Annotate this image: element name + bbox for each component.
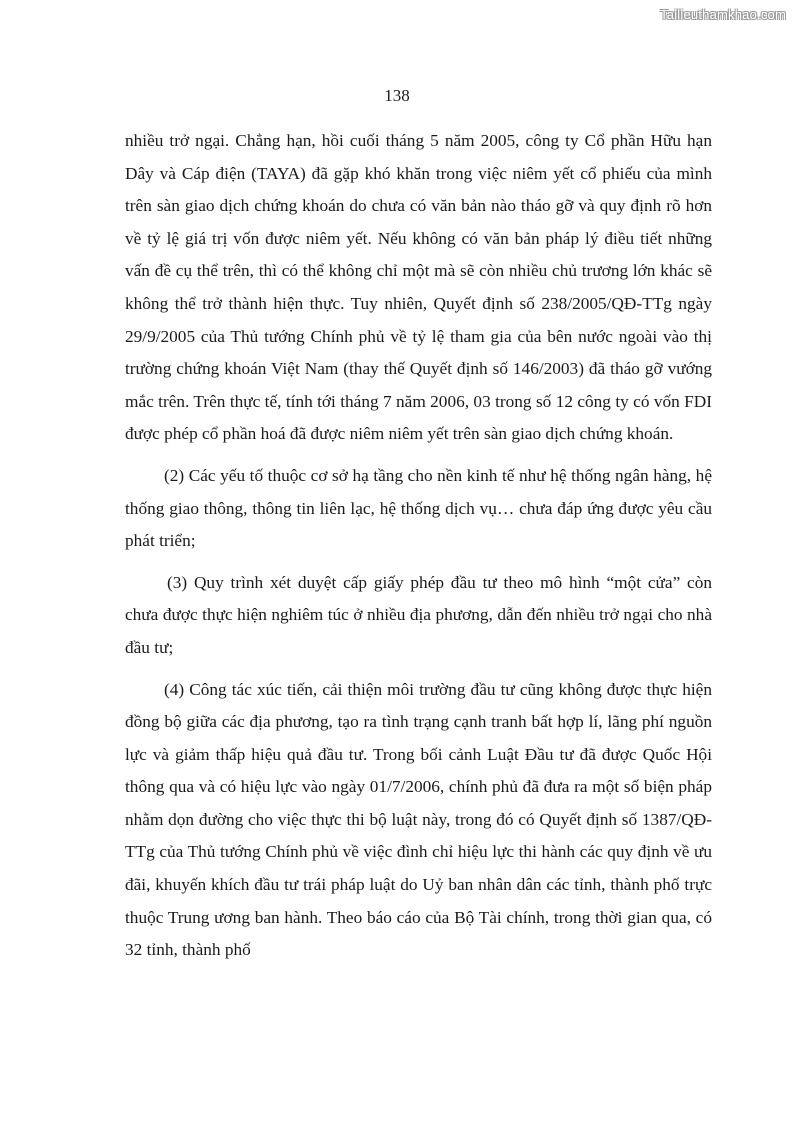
document-body <box>125 125 712 976</box>
paragraph-1: nhiều trở ngại. Chẳng hạn, hồi cuối tháng 5 năm 2005, công ty Cổ phần Hữu hạn Dây và Cáp điện (TAYA) đã gặp khó khăn trong việc niêm yết cổ phiếu của mình trên sàn giao dịch chứng khoán do chưa có văn bản nào tháo gỡ và quy định rõ hơn về tỷ lệ giá trị vốn được niêm yết. Nếu không có văn bản pháp lý điều tiết những vấn đề cụ thể trên, thì có thể không chỉ một mà sẽ còn nhiều chủ trương lớn khác sẽ không thể trở thành hiện thực. Tuy nhiên, Quyết định số 238/2005/QĐ-TTg ngày 29/9/2005 của Thủ tướng Chính phủ về tỷ lệ tham gia của bên nước ngoài vào thị trường chứng khoán Việt Nam (thay thế Quyết định số 146/2003) đã tháo gỡ vướng mắc trên. Trên thực tế, tính tới tháng 7 năm 2006, 03 trong số 12 công ty có vốn FDI được phép cổ phần hoá đã được niêm niêm yết trên sàn giao dịch chứng khoán. <box>125 131 712 444</box>
paragraph-2: (2) Các yếu tố thuộc cơ sở hạ tầng cho nền kinh tế như hệ thống ngân hàng, hệ thống giao thông, thông tin liên lạc, hệ thống dịch vụ… chưa đáp ứng được yêu cầu phát triển; <box>125 465 712 551</box>
watermark-text: Tailieuthamkhao.com <box>660 7 786 22</box>
paragraph-4: (4) Công tác xúc tiến, cải thiện môi trường đầu tư cũng không được thực hiện đồng bộ giữa các địa phương, tạo ra tình trạng cạnh tranh bất hợp lí, lãng phí nguồn lực và giảm thấp hiệu quả đầu tư. Trong bối cảnh Luật Đầu tư đã được Quốc Hội thông qua và có hiệu lực vào ngày 01/7/2006, chính phủ đã đưa ra một số biện pháp nhằm dọn đường cho việc thực thi bộ luật này, trong đó có Quyết định số 1387/QĐ-TTg của Thủ tướng Chính phủ về việc đình chỉ hiệu lực thi hành các quy định về ưu đãi, khuyến khích đầu tư trái pháp luật do Uỷ ban nhân dân các tỉnh, thành phố trực thuộc Trung ương ban hành. Theo báo cáo của Bộ Tài chính, trong thời gian qua, có 32 tỉnh, thành phố <box>125 679 712 960</box>
paragraph-3: (3) Quy trình xét duyệt cấp giấy phép đầu tư theo mô hình “một cửa” còn chưa được thực hiện nghiêm túc ở nhiều địa phương, dẫn đến nhiều trở ngại cho nhà đầu tư; <box>125 572 712 657</box>
page-number: 138 <box>384 86 410 105</box>
